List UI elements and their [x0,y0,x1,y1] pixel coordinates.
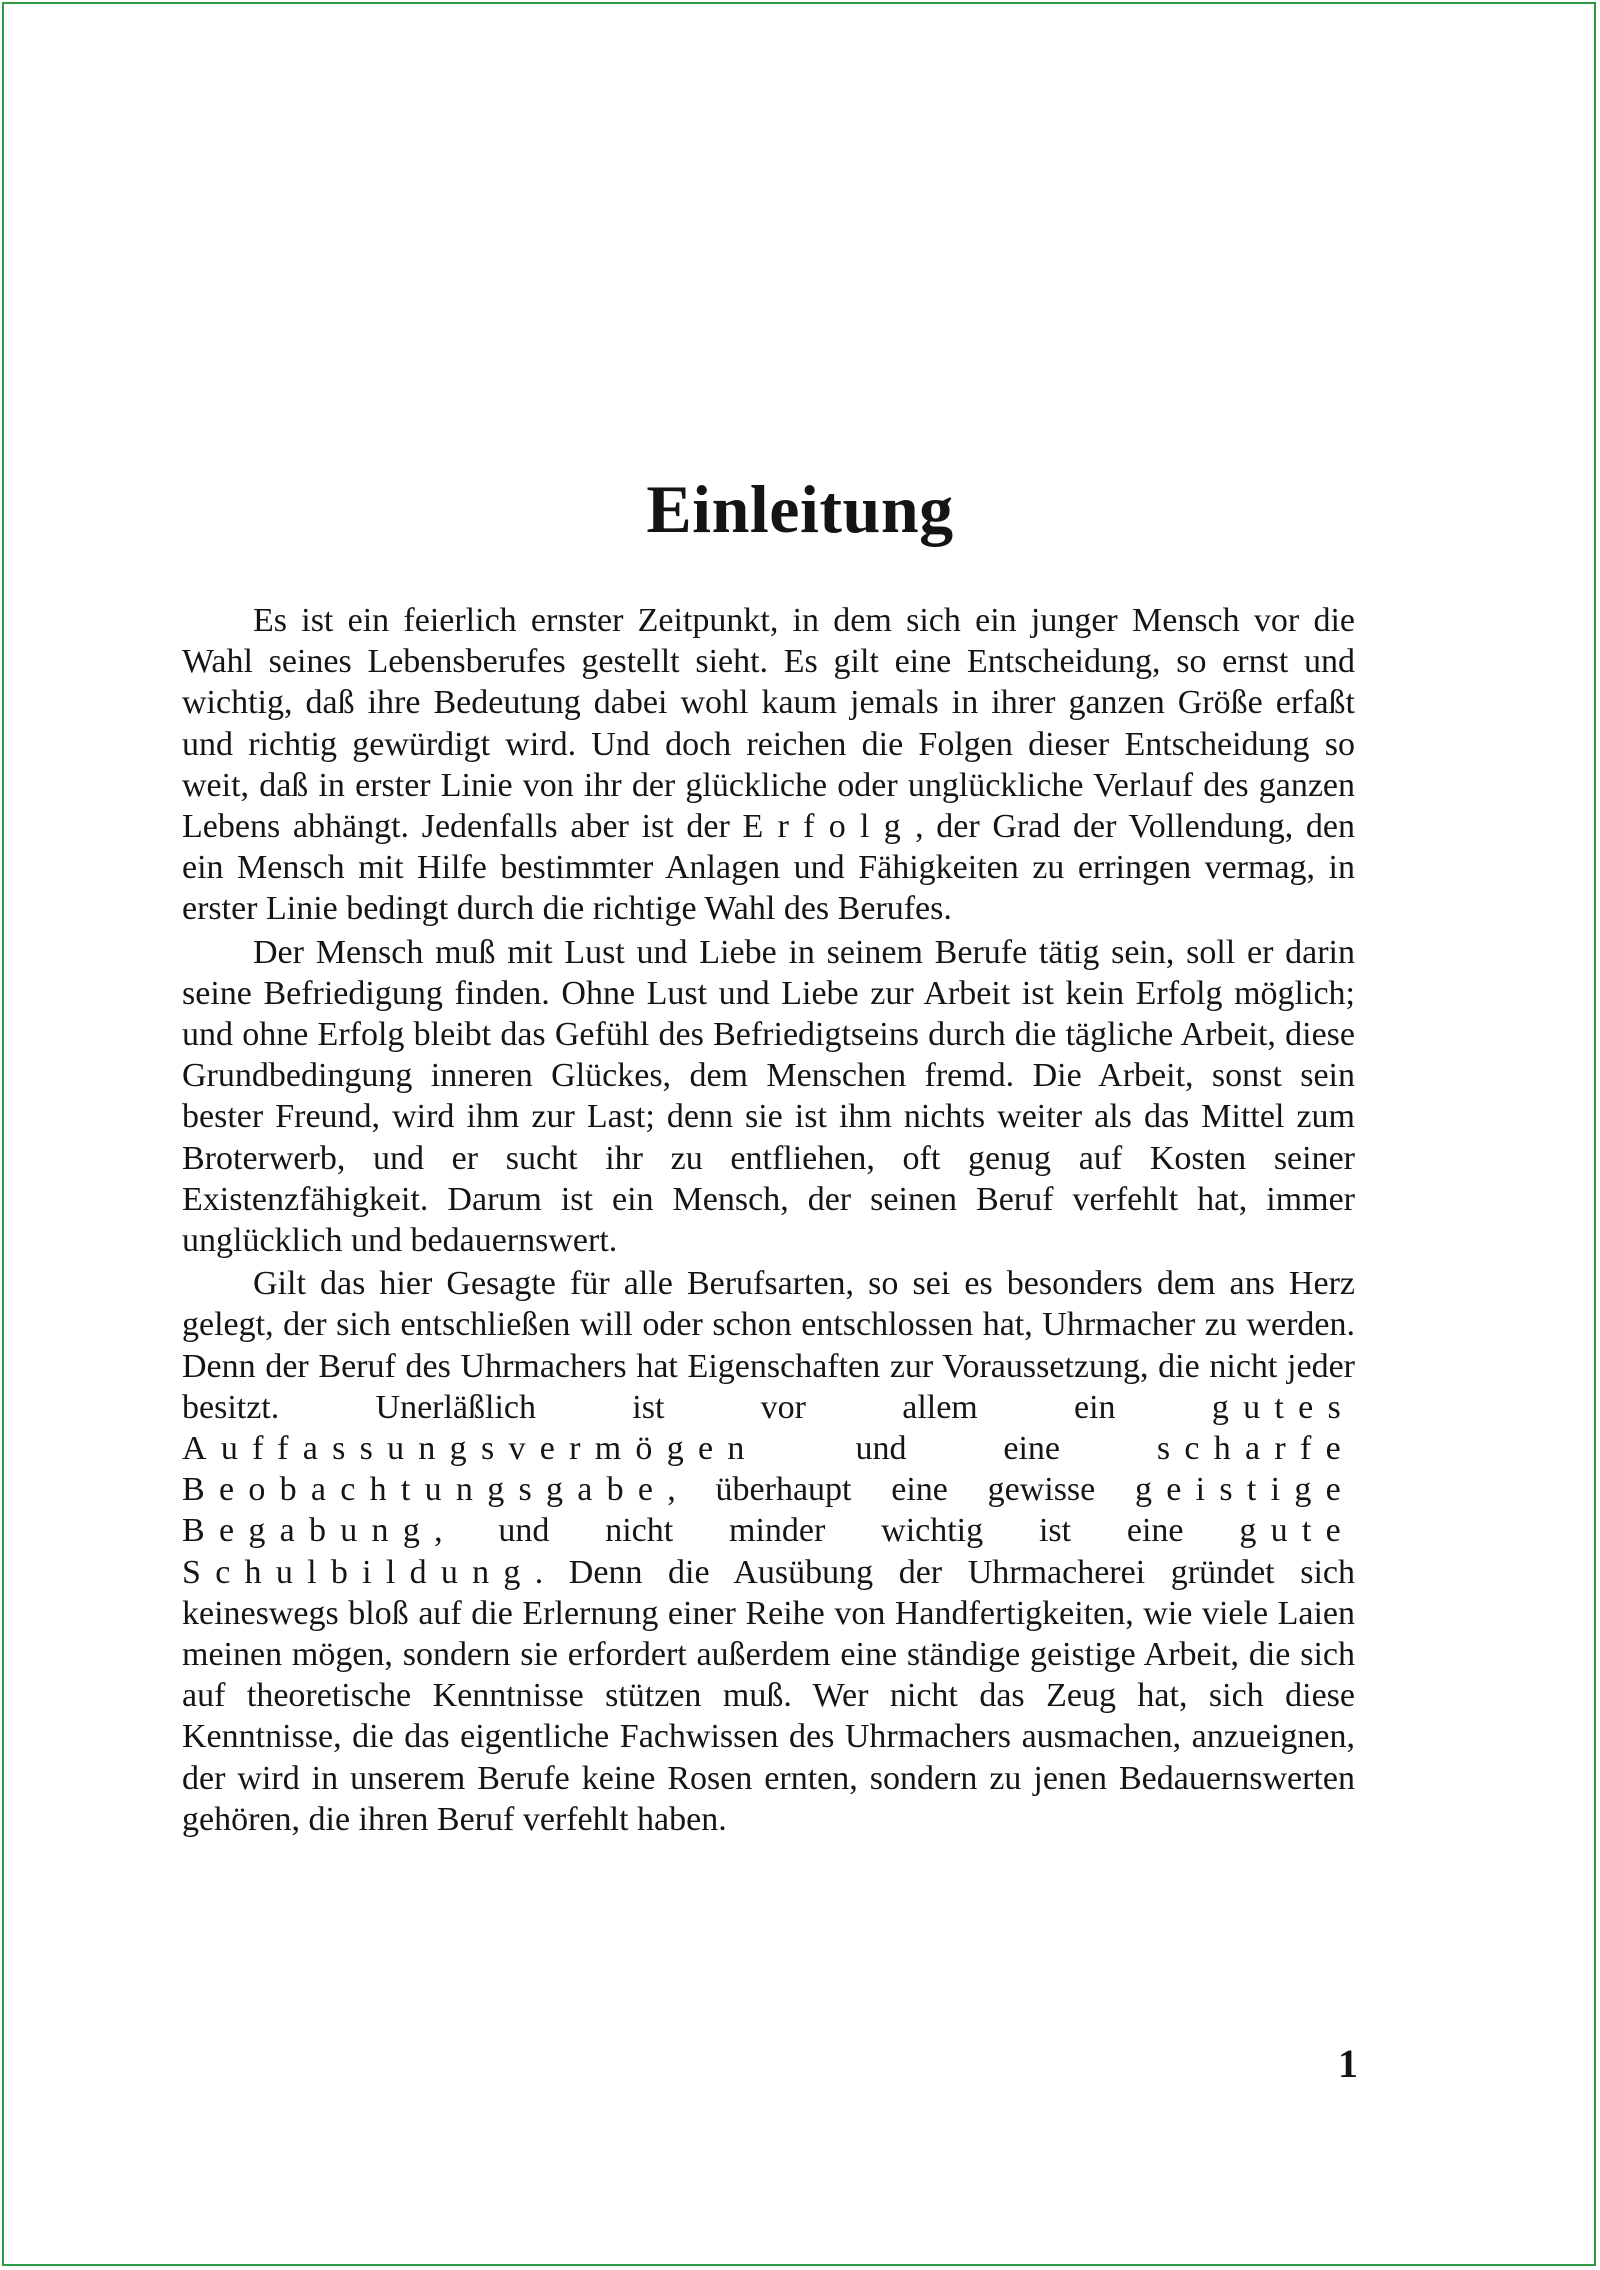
paragraph-3-text-3: , überhaupt eine gewisse [667,1471,1135,1509]
paragraph-3-text-4: , und nicht minder wichtig ist eine [434,1512,1240,1550]
emphasis-beobachtungsgabe: scharfe Beobachtungsgabe [182,1430,1355,1509]
paragraph-2-text: Der Mensch muß mit Lust und Liebe in seinem Berufe tätig sein, soll er darin seine Befriedigung finden. Ohne Lust und Liebe zur Arbeit ist kein Erfolg möglich; und ohne Erfolg bleibt das Gefühl des Befriedigtseins durch die tägliche Arbeit, diese Grundbedingung inneren Glückes, dem Menschen fremd. Die Arbeit, sonst sein bester Freund, wird ihm zur Last; denn sie ist ihm nichts weiter als das Mittel zum Broterwerb, und er sucht ihr zu entfliehen, oft genug auf Kosten seiner Existenzfähigkeit. Darum ist ein Mensch, der seinen Beruf verfehlt hat, immer unglücklich und bedauernswert. [182,933,1355,1260]
paragraph-1-text-end: , der Grad der Vollendung, den ein Mensch mit Hilfe bestimmter Anlagen und Fähigkeiten zu erringen vermag, in erster Linie bedingt durch die richtige Wahl des Berufes. [182,808,1355,928]
emphasis-auffassungsvermoegen: gutes Auffassungsvermögen [182,1388,1355,1468]
paragraph-3 [182,1263,1355,1840]
chapter-title: Einleitung [646,471,954,547]
paragraph-3-text-2: und eine [758,1430,1157,1468]
paragraph-3-text-5: . Denn die Ausübung der Uhrmacherei gründet sich keineswegs bloß auf die Erlernung einer Reihe von Handfertigkeiten, wie viele Laien meinen mögen, sondern sie erfordert außerdem eine ständige geistige Arbeit, die sich auf theoretische Kenntnisse stützen muß. Wer nicht das Zeug hat, sich diese Kenntnisse, die das eigentliche Fachwissen des Uhrmachers ausmachen, anzueignen, der wird in unserem Berufe keine Rosen ernten, sondern zu jenen Bedauernswerten gehören, die ihren Beruf verfehlt haben. [182,1553,1355,1838]
paragraph-3-text: Gilt das hier Gesagte für alle Berufsarten, so sei es besonders dem ans Herz gelegt, der sich entschließen will oder schon entschlossen hat, Uhrmacher zu werden. Denn der Beruf des Uhrmachers hat Eigenschaften zur Voraussetzung, die nicht jeder besitzt. Unerläßlich ist vor allem ein [182,1265,1355,1426]
paragraph-1 [182,600,1355,930]
emphasis-erfolg: Erfolg [742,808,916,846]
emphasis-begabung: geistige Begabung [182,1471,1355,1550]
emphasis-schulbildung: gute Schulbildung [182,1512,1355,1591]
page-number: 1 [1338,2041,1358,2086]
paragraph-1-text: Es ist ein feierlich ernster Zeitpunkt, in dem sich ein junger Mensch vor die Wahl seines Lebensberufes gestellt sieht. Es gilt eine Entscheidung, so ernst und wichtig, daß ihre Bedeutung dabei wohl kaum jemals in ihrer ganzen Größe erfaßt und richtig gewürdigt wird. Und doch reichen die Folgen dieser Entscheidung so weit, daß in erster Linie von ihr der glückliche oder unglückliche Verlauf des ganzen Lebens abhängt. Jedenfalls aber ist der [182,602,1355,846]
paragraph-2 [182,932,1355,1262]
body-text [182,600,1355,1840]
